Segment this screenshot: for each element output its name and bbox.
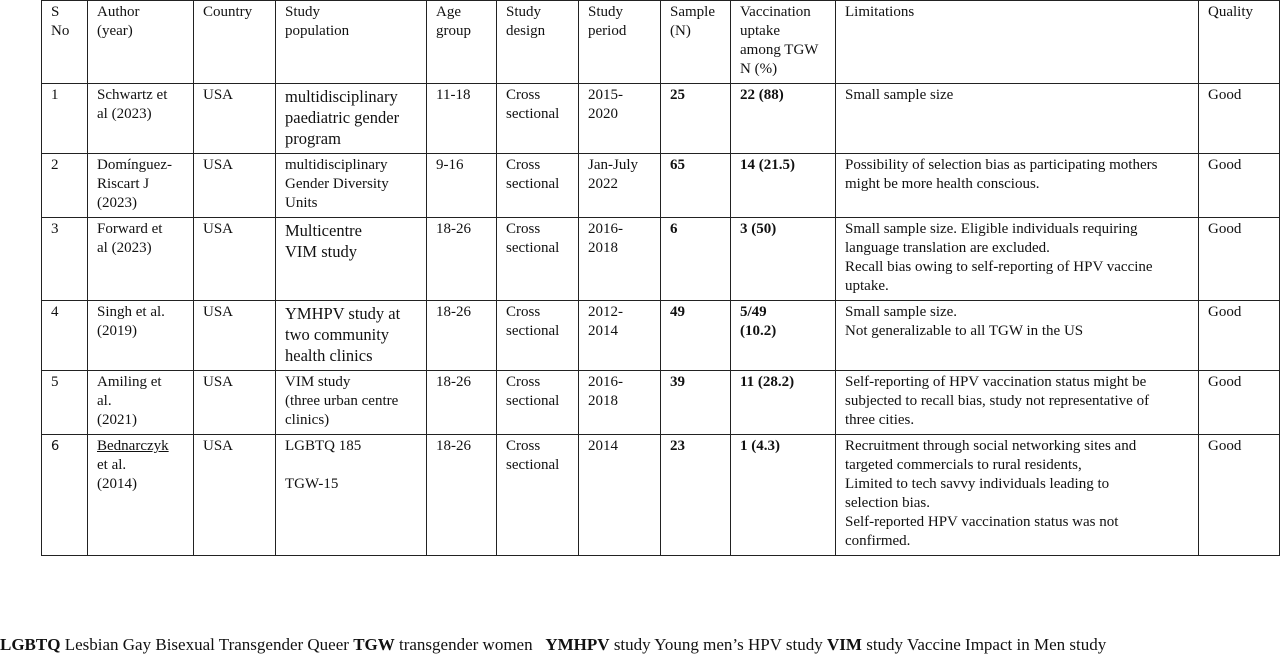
cell-age: 11-18	[427, 84, 497, 154]
cell-sample: 49	[661, 301, 731, 371]
cell-uptake: 3 (50)	[731, 218, 836, 301]
header-uptake: Vaccination uptake among TGW N (%)	[731, 1, 836, 84]
cell-author: Amiling et al. (2021)	[88, 371, 194, 435]
table-header-row	[42, 1, 1280, 84]
header-population: Study population	[276, 1, 427, 84]
cell-limitations: Self-reporting of HPV vaccination status might be subjected to recall bias, study not representative of three cities.	[836, 371, 1199, 435]
cell-quality: Good	[1199, 154, 1280, 218]
cell-sno: 6	[42, 435, 88, 556]
abbr-vim: VIM	[827, 635, 862, 654]
cell-sample: 6	[661, 218, 731, 301]
cell-period: 2016- 2018	[579, 371, 661, 435]
cell-age: 18-26	[427, 301, 497, 371]
cell-sample: 23	[661, 435, 731, 556]
cell-population: VIM study (three urban centre clinics)	[276, 371, 427, 435]
cell-sno: 1	[42, 84, 88, 154]
cell-limitations: Possibility of selection bias as participating mothers might be more health conscious.	[836, 154, 1199, 218]
cell-sample: 39	[661, 371, 731, 435]
cell-uptake: 14 (21.5)	[731, 154, 836, 218]
cell-author: Schwartz et al (2023)	[88, 84, 194, 154]
header-country: Country	[194, 1, 276, 84]
header-sample: Sample (N)	[661, 1, 731, 84]
header-age: Age group	[427, 1, 497, 84]
cell-sample: 25	[661, 84, 731, 154]
cell-country: USA	[194, 371, 276, 435]
cell-period: 2012- 2014	[579, 301, 661, 371]
cell-quality: Good	[1199, 435, 1280, 556]
cell-period: 2016- 2018	[579, 218, 661, 301]
cell-age: 9-16	[427, 154, 497, 218]
studies-table	[41, 0, 1280, 556]
cell-country: USA	[194, 154, 276, 218]
author-name-underlined: Bednarczyk	[97, 438, 169, 454]
cell-period: 2014	[579, 435, 661, 556]
table-row	[42, 371, 1280, 435]
cell-design: Cross sectional	[497, 371, 579, 435]
cell-country: USA	[194, 84, 276, 154]
cell-country: USA	[194, 435, 276, 556]
table-row	[42, 218, 1280, 301]
cell-population: multidisciplinary Gender Diversity Units	[276, 154, 427, 218]
cell-age: 18-26	[427, 371, 497, 435]
cell-age: 18-26	[427, 435, 497, 556]
abbr-lgbtq-definition: Lesbian Gay Bisexual Transgender Queer	[60, 635, 354, 654]
header-quality: Quality	[1199, 1, 1280, 84]
cell-limitations: Small sample size. Not generalizable to all TGW in the US	[836, 301, 1199, 371]
header-sno: S No	[42, 1, 88, 84]
cell-uptake: 11 (28.2)	[731, 371, 836, 435]
table-row	[42, 84, 1280, 154]
table-row	[42, 435, 1280, 556]
cell-sno: 3	[42, 218, 88, 301]
cell-sno: 5	[42, 371, 88, 435]
header-period: Study period	[579, 1, 661, 84]
cell-author: Domínguez- Riscart J (2023)	[88, 154, 194, 218]
cell-design: Cross sectional	[497, 218, 579, 301]
cell-uptake: 5/49 (10.2)	[731, 301, 836, 371]
cell-limitations: Recruitment through social networking sites and targeted commercials to rural residents, Limited to tech savvy individuals leading to selection bias. Self-reported HPV vaccination status was not confirmed.	[836, 435, 1199, 556]
author-rest: et al. (2014)	[97, 457, 137, 492]
cell-quality: Good	[1199, 371, 1280, 435]
cell-uptake: 22 (88)	[731, 84, 836, 154]
header-limitations: Limitations	[836, 1, 1199, 84]
cell-country: USA	[194, 218, 276, 301]
cell-sno: 4	[42, 301, 88, 371]
abbr-ymhpv: YMHPV	[545, 635, 610, 654]
cell-limitations: Small sample size	[836, 84, 1199, 154]
cell-sno: 2	[42, 154, 88, 218]
cell-design: Cross sectional	[497, 435, 579, 556]
cell-period: 2015- 2020	[579, 84, 661, 154]
header-author: Author (year)	[88, 1, 194, 84]
cell-population: multidisciplinary paediatric gender program	[276, 84, 427, 154]
cell-limitations: Small sample size. Eligible individuals requiring language translation are excluded. Recall bias owing to self-reporting of HPV vaccine uptake.	[836, 218, 1199, 301]
abbr-lgbtq: LGBTQ	[0, 635, 61, 654]
cell-author	[88, 435, 194, 556]
cell-population: LGBTQ 185 TGW-15	[276, 435, 427, 556]
table-row	[42, 154, 1280, 218]
header-design: Study design	[497, 1, 579, 84]
cell-sample: 65	[661, 154, 731, 218]
cell-quality: Good	[1199, 84, 1280, 154]
abbreviations-footnote	[0, 634, 1106, 656]
cell-quality: Good	[1199, 218, 1280, 301]
table-row	[42, 301, 1280, 371]
cell-population: Multicentre VIM study	[276, 218, 427, 301]
cell-period: Jan-July 2022	[579, 154, 661, 218]
abbr-tgw: TGW	[353, 635, 395, 654]
cell-quality: Good	[1199, 301, 1280, 371]
abbr-ymhpv-definition: study Young men’s HPV study	[609, 635, 827, 654]
abbr-vim-definition: study Vaccine Impact in Men study	[861, 635, 1107, 654]
cell-age: 18-26	[427, 218, 497, 301]
cell-uptake: 1 (4.3)	[731, 435, 836, 556]
cell-author: Singh et al. (2019)	[88, 301, 194, 371]
cell-design: Cross sectional	[497, 154, 579, 218]
cell-design: Cross sectional	[497, 84, 579, 154]
cell-author: Forward et al (2023)	[88, 218, 194, 301]
cell-population: YMHPV study at two community health clinics	[276, 301, 427, 371]
cell-country: USA	[194, 301, 276, 371]
cell-design: Cross sectional	[497, 301, 579, 371]
abbr-tgw-definition: transgender women	[394, 635, 546, 654]
